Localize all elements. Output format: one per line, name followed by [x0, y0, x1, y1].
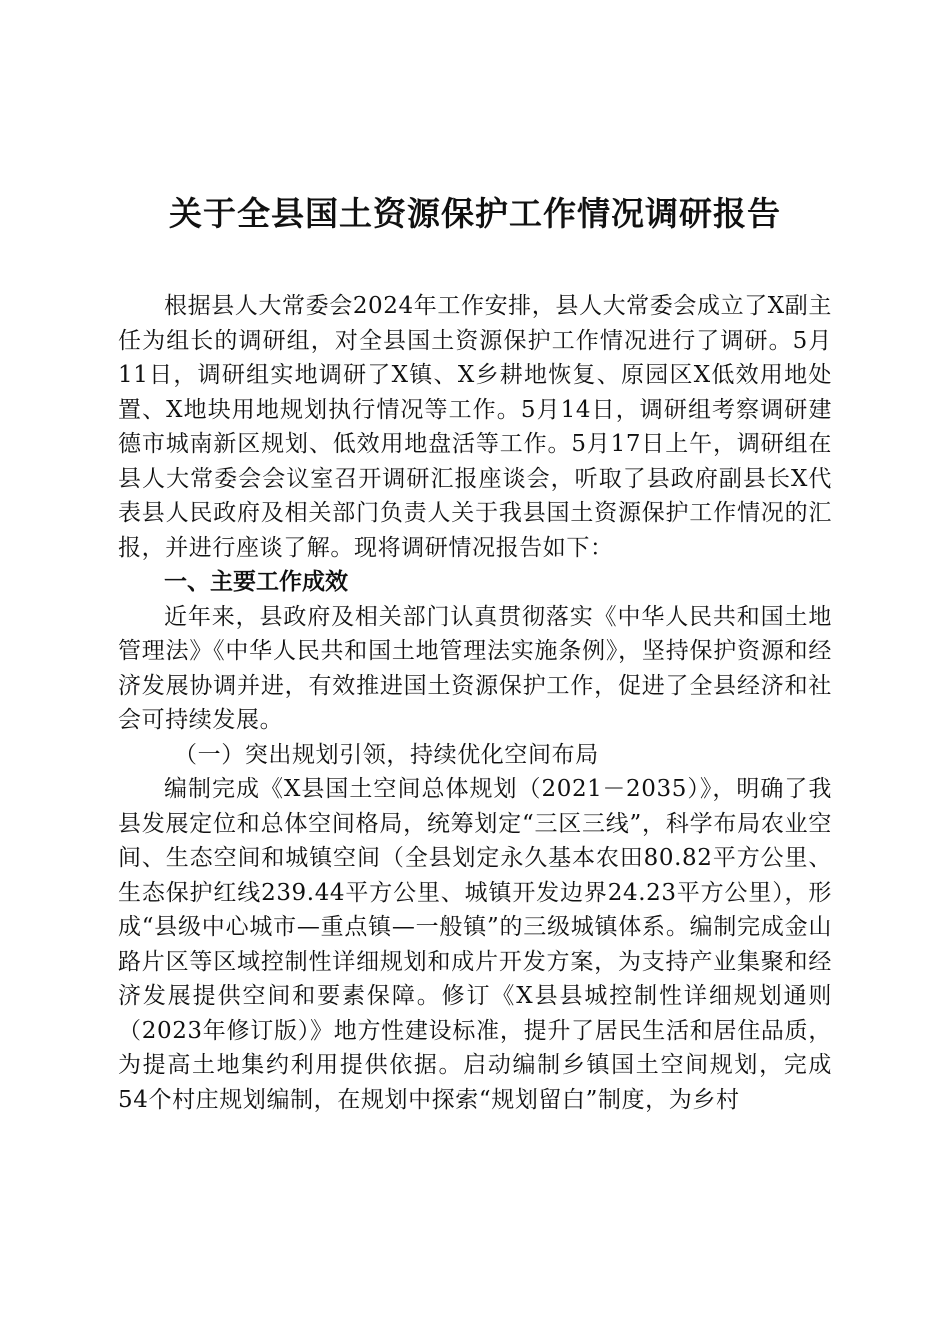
- subsection-heading-planning: （一）突出规划引领，持续优化空间布局: [174, 741, 599, 768]
- subsection-paragraph-planning: 编制完成《X县国土空间总体规划（2021－2035）》，明确了我县发展定位和总体空间格局，统筹划定“三区三线”，科学布局农业空间、生态空间和城镇空间（全县划定永久基本农田80.82平方公里、生态保护红线239.44平方公里、城镇开发边界24.23平方公里），形成“县级中心城市—重点镇—一般镇”的三级城镇体系。编制完成金山路片区等区域控制性详细规划和成片开发方案，为支持产业集聚和经济发展提供空间和要素保障。修订《X县县城控制性详细规划通则（2023年修订版）》地方性建设标准，提升了居民生活和居住品质，为提高土地集约利用提供依据。启动编制乡镇国土空间规划，完成54个村庄规划编制，在规划中探索“规划留白”制度，为乡村: [118, 776, 832, 1113]
- document-body: [118, 289, 832, 1117]
- intro-paragraph: 根据县人大常委会2024年工作安排，县人大常委会成立了X副主任为组长的调研组，对全县国土资源保护工作情况进行了调研。5月11日，调研组实地调研了X镇、X乡耕地恢复、原园区X低效用地处置、X地块用地规划执行情况等工作。5月14日，调研组考察调研建德市城南新区规划、低效用地盘活等工作。5月17日上午，调研组在县人大常委会会议室召开调研汇报座谈会，听取了县政府副县长X代表县人民政府及相关部门负责人关于我县国土资源保护工作情况的汇报，并进行座谈了解。现将调研情况报告如下：: [118, 293, 832, 561]
- section-paragraph-overview: 近年来，县政府及相关部门认真贯彻落实《中华人民共和国土地管理法》《中华人民共和国土地管理法实施条例》，坚持保护资源和经济发展协调并进，有效推进国土资源保护工作，促进了全县经济和社会可持续发展。: [118, 603, 832, 733]
- section-heading-main-achievements: 一、主要工作成效: [164, 569, 348, 595]
- document-title: 关于全县国土资源保护工作情况调研报告: [169, 194, 781, 233]
